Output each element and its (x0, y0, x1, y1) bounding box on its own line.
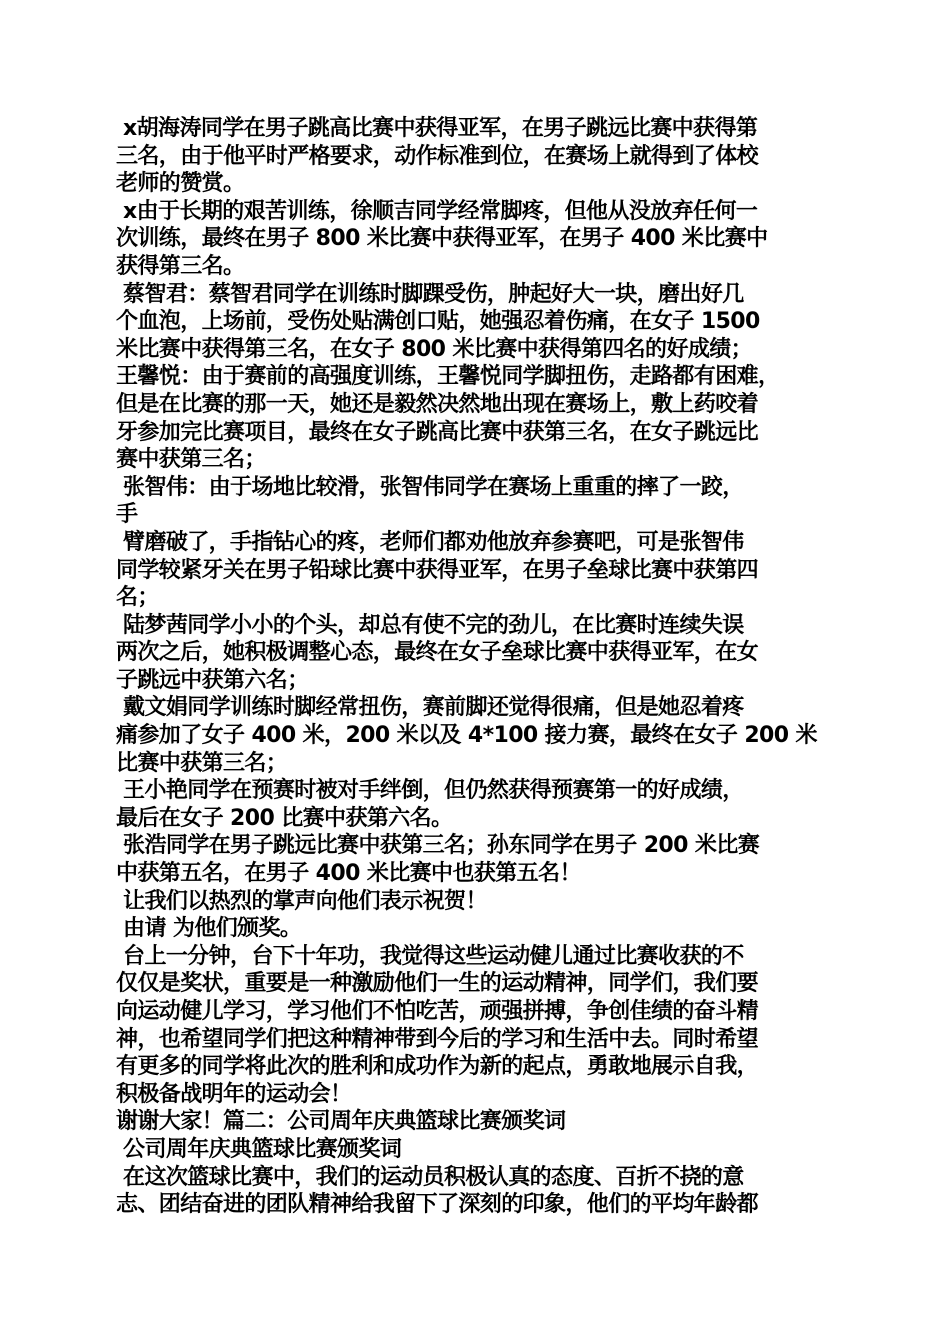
text-line: 臂磨破了，手指钻心的疼，老师们都劝他放弃参赛吧，可是张智伟 (116, 529, 744, 555)
text-line: 同学较紧牙关在男子铅球比赛中获得亚军，在男子垒球比赛中获第四 (116, 557, 759, 583)
text-line: 神，也希望同学们把这种精神带到今后的学习和生活中去。同时希望 (116, 1026, 759, 1052)
text-line: 老师的赞赏。 (116, 171, 245, 197)
text-line: 仅仅是奖状，重要是一种激励他们一生的运动精神，同学们，我们要 (116, 971, 759, 997)
text-line: 手 (116, 502, 138, 528)
section-title: 公司周年庆典篮球比赛颁奖词 (116, 1136, 402, 1162)
text-line: 子跳远中获第六名； (116, 667, 309, 693)
text-line: 陆梦茜同学小小的个头，却总有使不完的劲儿，在比赛时连续失误 (116, 612, 744, 638)
text-line: 名； (116, 585, 159, 611)
text-line: 米比赛中获得第三名，在女子 800 米比赛中获得第四名的好成绩； (116, 336, 753, 362)
text-line: 蔡智君：蔡智君同学在训练时脚踝受伤，肿起好大一块，磨出好几 (116, 281, 744, 307)
text-line: 但是在比赛的那一天，她还是毅然决然地出现在赛场上，敷上药咬着 (116, 391, 759, 417)
text-line: 获得第三名。 (116, 253, 245, 279)
text-line: 最后在女子 200 比赛中获第六名。 (116, 805, 453, 831)
text-line: 比赛中获第三名； (116, 750, 288, 776)
section-heading: 谢谢大家！篇二：公司周年庆典篮球比赛颁奖词 (116, 1109, 566, 1135)
text-line: 赛中获第三名； (116, 447, 266, 473)
text-line: 戴文娟同学训练时脚经常扭伤，赛前脚还觉得很痛，但是她忍着疼 (116, 695, 744, 721)
text-line: 牙参加完比赛项目，最终在女子跳高比赛中获第三名，在女子跳远比 (116, 419, 759, 445)
text-line: 王馨悦：由于赛前的高强度训练，王馨悦同学脚扭伤，走路都有困难， (116, 364, 780, 390)
text-line: 三名，由于他平时严格要求，动作标准到位，在赛场上就得到了体校 (116, 143, 759, 169)
text-line: 次训练，最终在男子 800 米比赛中获得亚军，在男子 400 米比赛中 (116, 226, 768, 252)
text-line: x由于长期的艰苦训练，徐顺吉同学经常脚疼，但他从没放弃任何一 (116, 198, 758, 224)
text-line: 中获第五名，在男子 400 米比赛中也获第五名！ (116, 861, 581, 887)
document-body (116, 115, 851, 1219)
text-line: 有更多的同学将此次的胜利和成功作为新的起点，勇敢地展示自我， (116, 1054, 759, 1080)
text-line: 让我们以热烈的掌声向他们表示祝贺！ (116, 888, 487, 914)
text-line: x胡海涛同学在男子跳高比赛中获得亚军，在男子跳远比赛中获得第 (116, 116, 758, 141)
text-line: 向运动健儿学习，学习他们不怕吃苦，顽强拼搏，争创佳绩的奋斗精 (116, 999, 759, 1024)
text-line: 王小艳同学在预赛时被对手绊倒，但仍然获得预赛第一的好成绩， (116, 778, 744, 804)
text-line: 张智伟：由于场地比较滑，张智伟同学在赛场上重重的摔了一跤， (116, 474, 744, 500)
text-line: 痛参加了女子 400 米，200 米以及 4*100 接力赛，最终在女子 200 米 (116, 723, 817, 749)
text-line: 在这次篮球比赛中，我们的运动员积极认真的态度、百折不挠的意 (116, 1164, 744, 1190)
text-line: 志、团结奋进的团队精神给我留下了深刻的印象，他们的平均年龄都 (116, 1192, 759, 1218)
text-line: 张浩同学在男子跳远比赛中获第三名；孙东同学在男子 200 米比赛 (116, 833, 760, 859)
text-line: 两次之后，她积极调整心态，最终在女子垒球比赛中获得亚军，在女 (116, 640, 759, 666)
text-line: 个血泡，上场前，受伤处贴满创口贴，她强忍着伤痛，在女子 1500 (116, 309, 760, 335)
text-line: 积极备战明年的运动会！ (116, 1081, 352, 1107)
text-line: 台上一分钟，台下十年功，我觉得这些运动健儿通过比赛收获的不 (116, 943, 744, 969)
text-line: 由请 为他们颁奖。 (116, 916, 302, 942)
